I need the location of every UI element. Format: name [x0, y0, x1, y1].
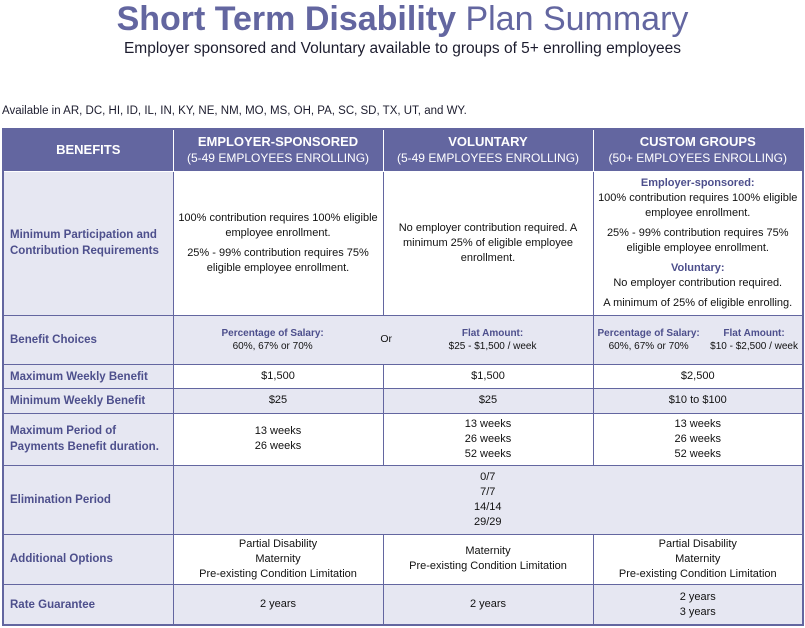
- benefit-choices-flat: [449, 327, 537, 353]
- page-subtitle: Employer sponsored and Voluntary available to groups of 5+ enrolling employees: [123, 40, 682, 57]
- rate-custom-2: 3 years: [679, 605, 716, 618]
- max-period-custom-2: 26 weeks: [674, 432, 721, 445]
- benefit-choices-standard-split: [178, 327, 589, 353]
- benefit-choices-custom-pct: [598, 327, 700, 353]
- benefit-choices-custom-flat-value: $10 - $2,500 / week: [710, 340, 798, 352]
- row-label: Minimum Weekly Benefit: [3, 389, 173, 413]
- row-additional-options: [3, 534, 803, 584]
- max-period-voluntary: [383, 413, 593, 465]
- header-employer-sponsored: [173, 129, 383, 171]
- participation-employer: [173, 171, 383, 315]
- header-custom-groups: [593, 129, 803, 171]
- max-period-employer: [173, 413, 383, 465]
- max-weekly-voluntary: $1,500: [383, 365, 593, 389]
- header-voluntary-label: VOLUNTARY: [448, 134, 528, 150]
- page-title: [0, 0, 805, 38]
- benefit-choices-pct: [222, 327, 324, 353]
- page-title-bold: Short Term Disability: [116, 0, 456, 38]
- rate-custom: [593, 585, 803, 625]
- row-label: Minimum Participation and Contribution Requirements: [3, 171, 173, 315]
- participation-voluntary: No employer contribution required. A minimum 25% of eligible employee enrollment.: [383, 171, 593, 315]
- header-row: [3, 129, 803, 171]
- rate-employer: 2 years: [173, 585, 383, 625]
- participation-custom-employer-2: 25% - 99% contribution requires 75% eligible employee enrollment.: [606, 226, 789, 254]
- participation-custom-employer-1: 100% contribution requires 100% eligible employee enrollment.: [598, 191, 798, 219]
- max-period-custom: [593, 413, 803, 465]
- max-weekly-employer: $1,500: [173, 365, 383, 389]
- benefit-choices-custom-pct-head: Percentage of Salary:: [597, 327, 700, 339]
- max-period-custom-3: 52 weeks: [674, 447, 721, 460]
- benefit-choices-custom-pct-value: 60%, 67% or 70%: [608, 340, 689, 352]
- rate-voluntary: 2 years: [383, 585, 593, 625]
- header-benefits: [3, 129, 173, 171]
- elimination-value-2: 7/7: [480, 485, 496, 498]
- additional-voluntary-1: Maternity: [465, 545, 511, 558]
- benefit-choices-custom-flat-head: Flat Amount:: [723, 327, 785, 339]
- max-period-voluntary-2: 26 weeks: [464, 432, 512, 445]
- availability-note: Available in AR, DC, HI, ID, IL, IN, KY, NE, NM, MO, MS, OH, PA, SC, SD, TX, UT, and WY.: [2, 105, 467, 117]
- benefit-choices-standard: [173, 315, 593, 364]
- row-elimination: [3, 466, 803, 535]
- participation-custom-voluntary-2: A minimum of 25% of eligible enrolling.: [603, 296, 793, 309]
- additional-employer-3: Pre-existing Condition Limitation: [199, 567, 357, 580]
- elimination-value-4: 29/29: [473, 515, 502, 528]
- max-period-custom-1: 13 weeks: [674, 417, 721, 430]
- row-max-weekly: [3, 365, 803, 389]
- participation-custom: [593, 171, 803, 315]
- row-label: Rate Guarantee: [3, 585, 173, 625]
- row-benefit-choices: [3, 315, 803, 364]
- benefit-choices-custom-flat: [710, 327, 798, 353]
- header-employer-sub: (5-49 EMPLOYEES ENROLLING): [186, 151, 370, 166]
- row-participation: [3, 171, 803, 315]
- row-label: Maximum Period of Payments Benefit duration.: [3, 413, 173, 465]
- row-label: Benefit Choices: [3, 315, 173, 364]
- row-label: Elimination Period: [3, 466, 173, 535]
- max-period-employer-2: 26 weeks: [254, 440, 302, 453]
- rate-custom-1: 2 years: [679, 590, 716, 603]
- additional-employer-2: Maternity: [255, 552, 301, 565]
- header-custom-sub: (50+ EMPLOYEES ENROLLING): [608, 151, 787, 166]
- benefit-choices-pct-value: 60%, 67% or 70%: [232, 340, 313, 352]
- additional-voluntary: [383, 534, 593, 584]
- elimination-value-3: 14/14: [473, 500, 502, 513]
- participation-custom-voluntary-head: Voluntary:: [670, 261, 725, 274]
- page-title-normal: Plan Summary: [465, 0, 689, 38]
- max-period-employer-1: 13 weeks: [254, 425, 302, 438]
- min-weekly-employer: $25: [173, 389, 383, 413]
- additional-custom: [593, 534, 803, 584]
- benefit-choices-custom-split: [598, 327, 799, 353]
- header-voluntary: [383, 129, 593, 171]
- additional-employer-1: Partial Disability: [238, 537, 318, 550]
- participation-employer-2: 25% - 99% contribution requires 75% eligible employee enrollment.: [187, 246, 369, 274]
- header-benefits-label: BENEFITS: [56, 142, 121, 158]
- additional-custom-1: Partial Disability: [658, 537, 737, 550]
- participation-custom-employer-head: Employer-sponsored:: [640, 176, 755, 189]
- elimination-values: [173, 466, 803, 535]
- header-custom-label: CUSTOM GROUPS: [639, 134, 756, 150]
- benefit-choices-flat-head: Flat Amount:: [461, 327, 524, 339]
- row-rate-guarantee: [3, 585, 803, 625]
- additional-voluntary-2: Pre-existing Condition Limitation: [409, 560, 567, 573]
- additional-employer: [173, 534, 383, 584]
- min-weekly-custom: $10 to $100: [593, 389, 803, 413]
- plan-summary-table: [2, 128, 804, 626]
- max-period-voluntary-1: 13 weeks: [464, 417, 512, 430]
- row-label: Additional Options: [3, 534, 173, 584]
- min-weekly-voluntary: $25: [383, 389, 593, 413]
- elimination-value-1: 0/7: [480, 470, 496, 483]
- max-period-voluntary-3: 52 weeks: [464, 447, 512, 460]
- benefit-choices-custom: [593, 315, 803, 364]
- header-employer-label: EMPLOYER-SPONSORED: [197, 134, 359, 150]
- benefit-choices-pct-head: Percentage of Salary:: [221, 327, 324, 339]
- participation-employer-1: 100% contribution requires 100% eligible employee enrollment.: [178, 211, 378, 239]
- participation-custom-voluntary-1: No employer contribution required.: [613, 276, 783, 289]
- max-weekly-custom: $2,500: [593, 365, 803, 389]
- benefit-choices-or: Or: [380, 333, 393, 346]
- benefit-choices-flat-value: $25 - $1,500 / week: [448, 340, 537, 352]
- additional-custom-3: Pre-existing Condition Limitation: [618, 567, 777, 580]
- row-label: Maximum Weekly Benefit: [3, 365, 173, 389]
- header-voluntary-sub: (5-49 EMPLOYEES ENROLLING): [396, 151, 580, 166]
- row-max-period: [3, 413, 803, 465]
- additional-custom-2: Maternity: [675, 552, 721, 565]
- row-min-weekly: [3, 389, 803, 413]
